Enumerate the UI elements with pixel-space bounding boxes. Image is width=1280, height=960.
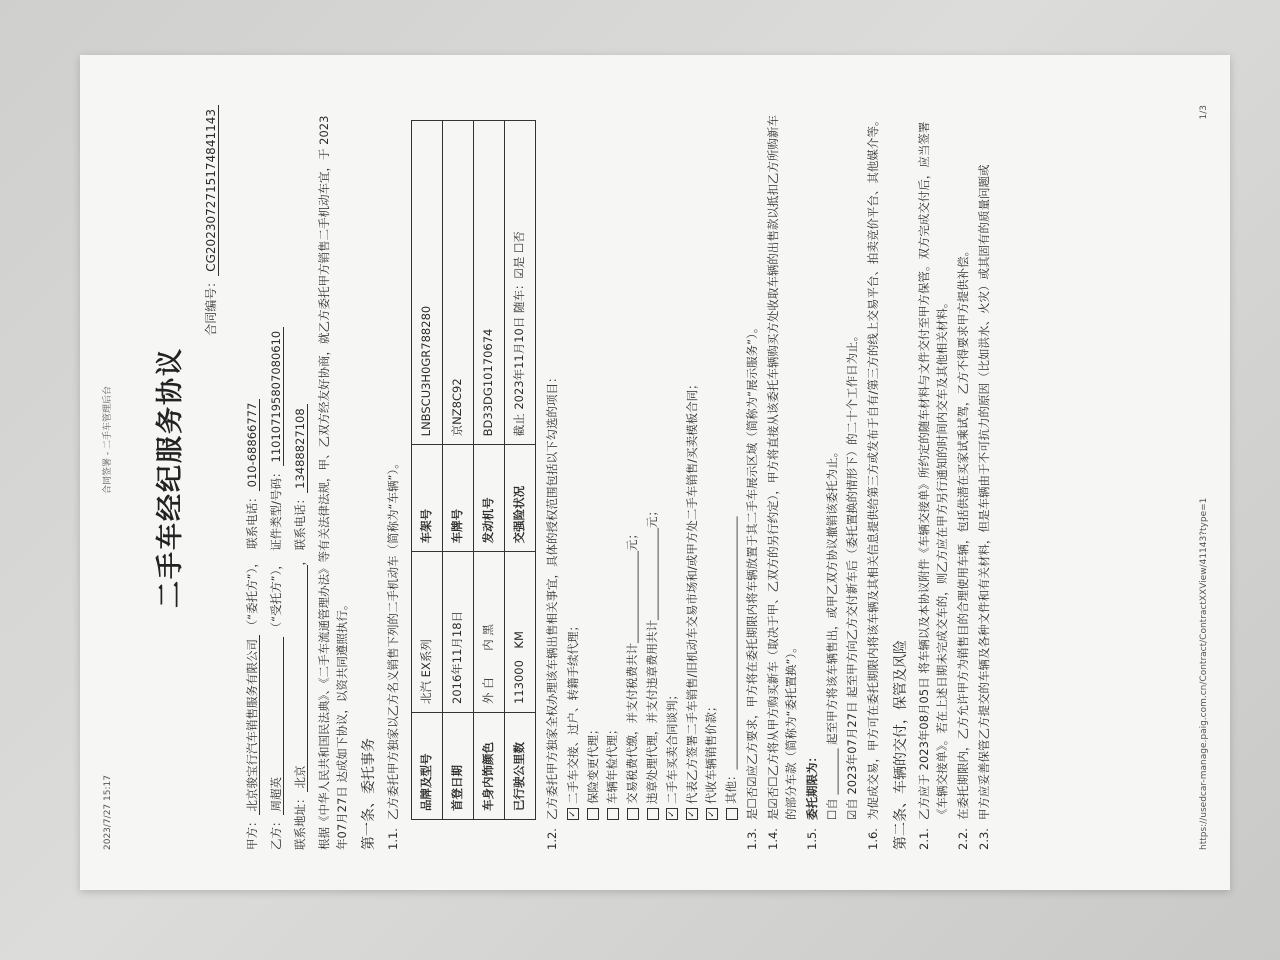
option-text: 二手车买卖合同谈判； [664,689,679,804]
print-footer [1198,105,1212,850]
intro-paragraph: 根据《中华人民共和国民法典》、《二手车流通管理办法》等有关法律法规，甲、乙双方经友好协商，就乙方委托甲方销售二手机动车宜，于 2023年07月27日 达成如下协议，以资共同遵照执行。 [316,115,349,850]
checkbox-icon: ✓ [567,808,579,820]
clause-1-2: 1.2. 乙方委托甲方独家全权办理该车辆出售相关事宜，具体的授权范围包括以下勾选的项目： [544,371,559,850]
authorization-option [604,105,622,820]
option-text: 车辆年检代理； [605,723,620,804]
brand-value: 北汽 EX系列 [411,552,442,713]
authorization-option [684,105,702,820]
vehicle-info-table [411,120,536,820]
document-title: 二手车经纪服务协议 [154,347,186,608]
clause-1-3: 1.3. 是☐否☑应乙方要求，甲方将在委托期限内将车辆放置于其二手车展示区域（简称为“展示服务”）。 [745,321,760,850]
mileage-value: 113000 KM [504,552,535,713]
clause-1-5: 1.5. 委托期限为： [804,751,819,850]
clause-1-1: 1.1. 乙方委托甲方独家以乙方名义销售下列的二手机动车（简称为“车辆”）。 [386,457,401,850]
term-option-1: ☐自 ________ 起至甲方将该车辆售出，或甲乙双方协议撤销该委托为止。 [825,445,840,820]
color-value: 外 白 内 黑 [473,552,504,713]
checkbox-icon [726,808,738,820]
option-text: 代收车辆销售价款； [704,700,719,804]
clause-2-3: 2.3. 甲方应妥善保管乙方提交的车辆及各种文件和有关材料，但是车辆由于不可抗力的原因（比如洪水、火灾）或其固有的质量问题或 [976,164,991,850]
footer-url: https://usedcar-manage.paig.com.cn/Contract/ContractXXView/41143?type=1 [1199,497,1210,850]
party-a: 甲方：北京骏宝行汽车销售服务有限公司 （“委托方”）， 联系电话：010-68866777 [244,105,262,850]
authorization-option [723,105,741,820]
contract-number: 合同编号：CG2023072715174841143 [202,105,221,850]
checkbox-icon [607,808,619,820]
checkbox-icon [587,808,599,820]
option-text: 二手车交接、过户、转籍手续代理； [565,620,580,804]
insurance-value: 截止 2023年11月10日 随车：☑是 ☐否 [504,121,535,445]
section-1-title: 第一条、委托事务 [361,738,378,850]
authorization-option [644,105,662,820]
authorization-options [565,105,741,850]
authorization-option [703,105,721,820]
vin-label: 车架号 [411,445,442,552]
reg-date-label: 首登日期 [442,713,473,820]
print-system-title: 合同签署 - 二手车管理后台 [103,386,113,495]
checkbox-icon: ✓ [686,808,698,820]
authorization-option [565,105,583,820]
contact-address: 联系地址：北京， 联系电话：13488827108 [292,105,310,850]
contract-paper [80,55,1230,890]
page-number: 1/3 [1199,105,1210,120]
authorization-option [624,105,642,820]
checkbox-icon: ✓ [706,808,718,820]
section-2-title: 第二条、车辆的交付，保管及风险 [892,640,909,850]
print-datetime: 2023/7/27 15:17 [103,775,113,850]
plate-value: 京NZ8C92 [442,121,473,445]
option-text: 违章处理代理，并支付违章费用共计________________元； [645,505,659,804]
option-text: 代表乙方签署二手车销售/旧机动车交易市场和/或甲方处二手车销售/买卖模板合同； [684,378,699,804]
clause-2-2: 2.2. 在委托期限内，乙方允许甲方为销售目的合理使用车辆，包括供潜在买家试乘试驾，乙方不得要求甲方提供补偿。 [956,245,971,850]
clause-2-1: 2.1. 乙方应于 2023年08月05日 将车辆以及本协议附件《车辆交接单》所约定的随车材料与文件交付至甲方保管。双方完成交付后，应当签署《车辆交接单》。若在上述日期未完成交车的，则乙方应在甲方另行通知的时间内交车及其他相关材料。 [917,121,950,850]
engine-label: 发动机号 [473,445,504,552]
contract-page [80,55,1230,890]
reg-date-value: 2016年11月18日 [442,552,473,713]
checkbox-icon [647,808,659,820]
clause-1-4: 1.4. 是☑否☐乙方将从甲方购买新车（取决于甲、乙双方的另行约定），甲方将直接从该委托车辆购买方处收取车辆的出售款以抵扣乙方所购新车的部分车款（简称为“委托置换”）。 [765,115,798,850]
vin-value: LNBSCU3H0GR788280 [411,121,442,445]
plate-label: 车牌号 [442,445,473,552]
brand-label: 品牌及型号 [411,713,442,820]
term-option-2: ☑自 2023年07月27日 起至甲方向乙方交付新车后（委托置换的情形下）的二十个工作日为止。 [845,329,860,820]
option-text: 其他：____________________________________________ [724,516,739,804]
print-header [102,105,116,850]
authorization-option [664,105,682,820]
mileage-label: 已行驶公里数 [504,713,535,820]
engine-value: BD33DG10170674 [473,121,504,445]
party-b: 乙方：周超英 （“受托方”）， 证件类型/号码：110107195807080610 [268,105,286,850]
color-label: 车身内饰颜色 [473,713,504,820]
option-text: 保险变更代理； [585,723,600,804]
clause-1-6: 1.6. 为促成交易，甲方可在委托期限内将该车辆及其相关信息提供给第三方或发布于自有/第三方的线上交易平台、拍卖竞价平台、其他媒介等。 [865,114,880,850]
checkbox-icon [627,808,639,820]
option-text: 交易税费代缴，并支付税费共计________________元； [625,528,640,804]
insurance-label: 交强险状况 [504,445,535,552]
authorization-option [585,105,603,820]
checkbox-icon: ✓ [666,808,678,820]
